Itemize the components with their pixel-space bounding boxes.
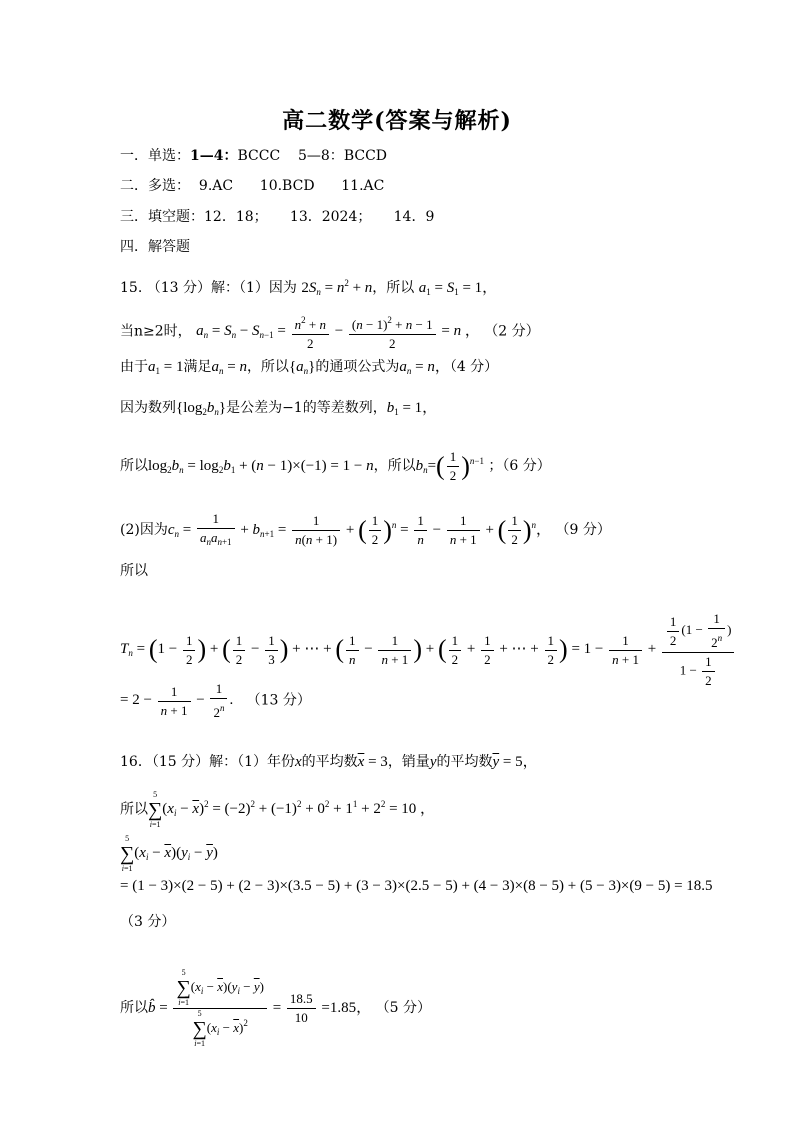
q15-l3-mid2: ，所以	[246, 359, 289, 375]
q15-line-1	[120, 273, 497, 302]
single-choice-line	[120, 146, 387, 166]
fill-q14: 14．9	[393, 209, 435, 225]
q15-l3-mid3: 的通项公式为	[315, 359, 400, 375]
single-choice-label: 一．单选：	[120, 148, 190, 164]
single-range-1: 1—4：	[190, 148, 238, 164]
q16-line-5: （3 分）	[120, 914, 176, 930]
q15-line-4	[120, 398, 437, 422]
q15-line-9	[120, 680, 311, 722]
q15-formula-a1-eq: $a_1 = 1$	[148, 359, 184, 376]
q15-l6-pre: (2)因为	[120, 521, 168, 538]
q15-formula-b1: $b_1 = 1$，	[386, 400, 438, 417]
q15-line-3	[120, 357, 498, 381]
q16-result: 1.85，	[329, 999, 372, 1016]
q15-formula-an-set: $\{a_n\}$	[288, 359, 316, 376]
q16-line-2	[120, 790, 435, 830]
q16-mid2: ，销量	[387, 754, 430, 770]
q16-num-185: 18.5	[287, 990, 316, 1009]
q15-formula-sn: $2S_n = n^2 + n$	[301, 278, 373, 297]
q15-formula-result: = 2 − $\frac{1}{n + 1}$ − $\frac{1}{2^n}$ .	[120, 681, 234, 720]
q16-formula-bhat: b̂ = 5 ∑ i=1 $(x_i - \overline{x})(y_i - \overline{y})$ 5 ∑ i=1 $(x_i - \overline{x})^2$ = $\frac{18.5}{10}$ =1.85，	[148, 968, 372, 1048]
q16-xbar: $\overline{x} = 3$	[357, 754, 388, 770]
q15-l5-mid: ，所以	[373, 457, 416, 474]
q15-l3-score: （4 分）	[449, 359, 499, 375]
q15-formula-log: $\log_2b_n = \log_2b_1 + (n - 1)\times(-1) = 1 - n$	[148, 457, 374, 475]
single-answers-2: BCCD	[343, 148, 388, 164]
q15-formula-tn: $T_n = (1$ − $\frac{1}{2}$ ) + ( $\frac{1}{2}$ − $\frac{1}{3}$ ) + ⋯ + ( $\frac{1}{n}$ − $\frac{1}{n + 1}$ ) + ( $\frac{1}{2}$ + $\frac{1}{2}$ + ⋯ + $\frac{1}{2}$ ) = 1 − $\frac{1}{n + 1}$ + $\frac{1}{2}$ (1 − $\frac{1}{2^n}$ ) 1 − $\frac{1}{2}$	[120, 641, 736, 657]
q15-line-7: 所以	[120, 563, 148, 579]
q16-mid1: 的平均数	[301, 754, 358, 770]
q16-line-6	[120, 968, 431, 1049]
q16-var-y: y	[429, 754, 437, 770]
q15-formula-an-eq2: $a_n = n$，	[399, 359, 450, 376]
q15-line-8	[120, 610, 736, 690]
q15-formula-log-set: $\{\log_2b_n\}$	[176, 400, 227, 417]
q15-line-5	[120, 448, 551, 485]
q16-mid3: 的平均数	[436, 754, 493, 770]
q15-line-2	[120, 311, 540, 353]
q15-l9-score: （13 分）	[246, 692, 311, 709]
q15-l5-score: ；（6 分）	[488, 457, 551, 474]
q16-formula-sxy-expand: = (1 − 3)×(2 − 5) + (2 − 3)×(3.5 − 5) + (3 − 3)×(2.5 − 5) + (4 − 3)×(8 − 5) + (5 − 3)×(9 − 5) = 18.5	[120, 878, 713, 894]
q16-l6-score: （5 分）	[375, 999, 431, 1016]
q15-l2-score: （2 分）	[484, 323, 540, 340]
q16-line-4	[120, 876, 713, 896]
single-range-2: 5—8：	[297, 148, 344, 164]
q16-ybar: $\overline{y} = 5$，	[492, 754, 538, 770]
q16-formula-sxy: 5 ∑ i=1 $(x_i - \overline{x})(y_i - \overline{y})$	[120, 834, 218, 873]
q16-l6-pre: 所以	[120, 999, 148, 1016]
q15-l5-pre: 所以	[120, 457, 148, 474]
q16-l2-pre: 所以	[120, 801, 148, 818]
q15-formula-a1: $a_1 = S_1 = 1$，	[418, 280, 498, 297]
q16-line-3	[120, 834, 218, 874]
multi-q10: 10.BCD	[259, 178, 315, 194]
q15-formula-an-eq: $a_n = n$	[211, 359, 247, 376]
q16-num-10: 10	[294, 1010, 308, 1025]
q16-head: 16．（15 分）解：（1）年份	[120, 754, 295, 770]
fill-q12: 12．18；	[204, 209, 268, 225]
q15-l6-score: （9 分）	[555, 521, 611, 538]
page-title: 高二数学(答案与解析)	[282, 108, 512, 134]
q15-head: 15. （13 分）解：（1）因为	[120, 280, 297, 296]
multi-q9: 9.AC	[198, 178, 234, 194]
multi-choice-label: 二．多选：	[120, 178, 190, 194]
multi-choice-line	[120, 176, 384, 196]
q15-formula-cn: $c_n$ = $\frac{1}{a_na_{n+1}}$ + $b_{n+1}$ = $\frac{1}{n(n + 1)}$ + ( $\frac{1}{2}$ )$^n$ = $\frac{1}{n}$ − $\frac{1}{n + 1}$ + ( $\frac{1}{2}$ )$^n$，	[167, 511, 552, 547]
q15-l3-pre: 由于	[120, 359, 148, 375]
fill-blank-label: 三．填空题：	[120, 209, 204, 225]
section-heading: 四．解答题	[120, 239, 190, 255]
q15-l2-pre: 当n≥2时，	[120, 323, 192, 340]
q16-formula-sxx: 5 ∑ i=1 $(x_i - \overline{x})^2 = (-2)^2 + (-1)^2 + 0^2 + 1^1 + 2^2 = 10$ ，	[148, 790, 436, 829]
q16-line-1	[120, 752, 538, 772]
fill-q13: 13．2024；	[289, 209, 372, 225]
multi-q11: 11.AC	[341, 178, 385, 194]
q15-formula-bn: $b_n=$( $\frac{1}{2}$ )$^{n-1}$	[415, 449, 484, 483]
single-answers-1: BCCC	[237, 148, 281, 164]
q15-l4-mid: 是公差为−1的等差数列，	[226, 400, 387, 416]
fill-blank-line	[120, 207, 434, 227]
q15-l4-pre: 因为数列	[120, 400, 176, 416]
q15-l1-mid: ，所以	[372, 280, 415, 296]
q16-var-x: x	[295, 754, 302, 770]
q15-formula-an: $a_n = S_n - S_{n-1}$ = $\frac{n^2 + n}{2}$ − $\frac{(n - 1)^2 + n - 1}{2}$ = n ，	[196, 323, 480, 339]
q15-line-6	[120, 510, 611, 551]
q15-l3-mid1: 满足	[183, 359, 212, 375]
